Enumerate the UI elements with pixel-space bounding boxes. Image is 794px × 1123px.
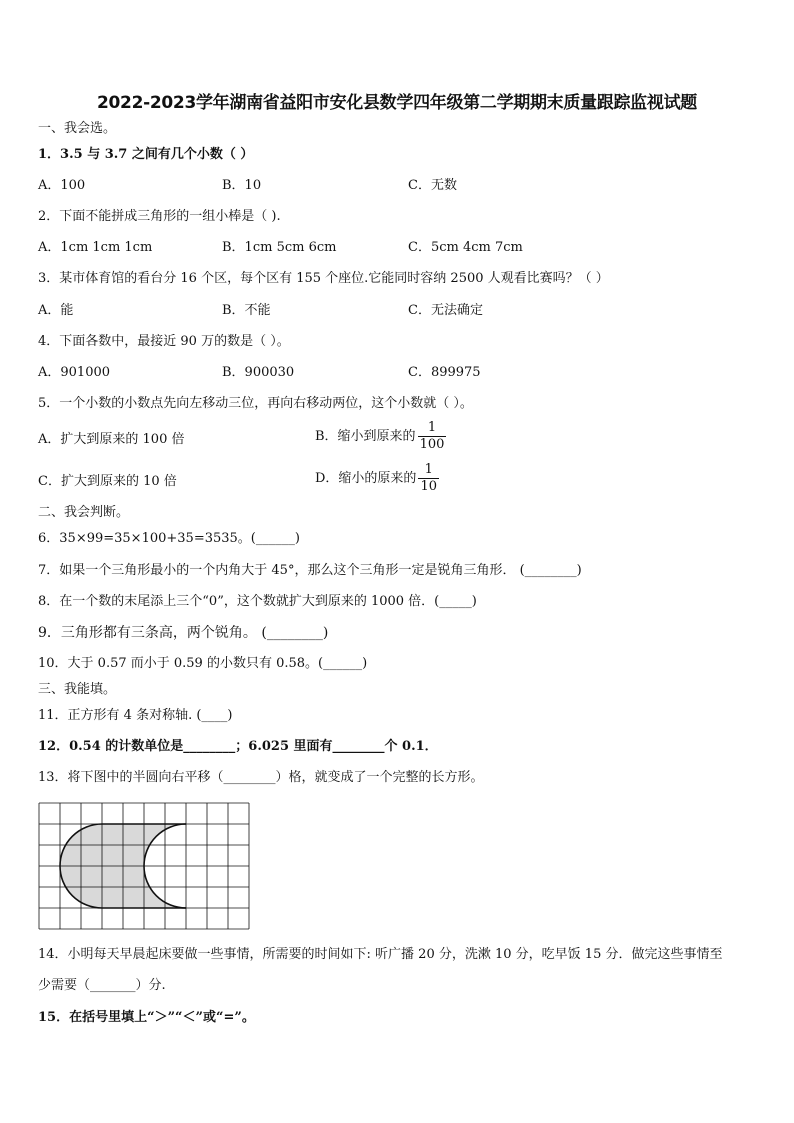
question-3-option-c: C．无法确定 [408, 303, 483, 318]
question-5-option-b [315, 420, 446, 453]
question-4-option-c: C．899975 [408, 365, 481, 380]
question-1-option-a: A．100 [38, 178, 86, 193]
question-4-option-b: B．900030 [222, 365, 295, 380]
question-12: 12．0.54 的计数单位是________；6.025 里面有________个 0.1． [38, 739, 438, 754]
question-1-stem: 1．3.5 与 3.7 之间有几个小数（ ） [38, 147, 254, 162]
question-2-option-a: A．1cm 1cm 1cm [38, 240, 153, 255]
section-heading-fill: 三、我能填。 [38, 682, 117, 697]
question-10: 10．大于 0.57 而小于 0.59 的小数只有 0.58。(______) [38, 656, 368, 671]
question-3-option-a: A．能 [38, 303, 74, 318]
question-9: 9．三角形都有三条高，两个锐角。 (________) [38, 625, 329, 641]
fraction-numerator: 1 [418, 420, 447, 437]
question-5-option-b-text: B．缩小到原来的 [315, 429, 416, 444]
question-5-option-d [315, 462, 439, 495]
question-11: 11．正方形有 4 条对称轴. (____) [38, 708, 233, 723]
question-6: 6．35×99=35×100+35=3535。(______) [38, 531, 300, 546]
section-heading-judge: 二、我会判断。 [38, 505, 130, 520]
question-14-line-2: 少需要（_______）分. [38, 978, 166, 993]
question-2-option-c: C．5cm 4cm 7cm [408, 240, 523, 255]
section-heading-choice: 一、我会选。 [38, 121, 117, 136]
grid-figure [38, 802, 252, 930]
fraction-one-hundredth [418, 420, 447, 453]
question-3-stem: 3．某市体育馆的看台分 16 个区，每个区有 155 个座位.它能同时容纳 2500 人观看比赛吗？（ ） [38, 271, 609, 286]
question-1-option-c: C．无数 [408, 178, 457, 193]
question-2-option-b: B．1cm 5cm 6cm [222, 240, 337, 255]
question-3-option-b: B．不能 [222, 303, 271, 318]
question-13: 13．将下图中的半圆向右平移（________）格，就变成了一个完整的长方形。 [38, 770, 484, 785]
question-5-stem: 5．一个小数的小数点先向左移动三位，再向右移动两位，这个小数就（ ）。 [38, 396, 473, 411]
page-title: 2022-2023学年湖南省益阳市安化县数学四年级第二学期期末质量跟踪监视试题 [97, 93, 697, 113]
question-8: 8．在一个数的末尾添上三个“0”，这个数就扩大到原来的 1000 倍．(_____) [38, 594, 477, 609]
fraction-denominator: 10 [420, 479, 437, 494]
question-2-stem: 2．下面不能拼成三角形的一组小棒是（ ). [38, 209, 281, 224]
question-5-option-c: C．扩大到原来的 10 倍 [38, 474, 177, 489]
question-5-option-a: A．扩大到原来的 100 倍 [38, 432, 185, 447]
question-4-stem: 4．下面各数中，最接近 90 万的数是（ ）。 [38, 334, 290, 349]
fraction-one-tenth [418, 462, 439, 495]
question-15: 15．在括号里填上“＞”“＜”或“=”。 [38, 1010, 255, 1025]
question-5-option-d-text: D．缩小的原来的 [315, 471, 417, 486]
fraction-denominator: 100 [419, 437, 445, 452]
question-14-line-1: 14．小明每天早晨起床要做一些事情，所需要的时间如下: 听广播 20 分，洗漱 10 分，吃早饭 15 分．做完这些事情至 [38, 947, 723, 962]
fraction-numerator: 1 [418, 462, 439, 479]
question-7: 7．如果一个三角形最小的一个内角大于 45°，那么这个三角形一定是锐角三角形． (________) [38, 563, 582, 578]
question-1-option-b: B．10 [222, 178, 262, 193]
question-4-option-a: A．901000 [38, 365, 111, 380]
